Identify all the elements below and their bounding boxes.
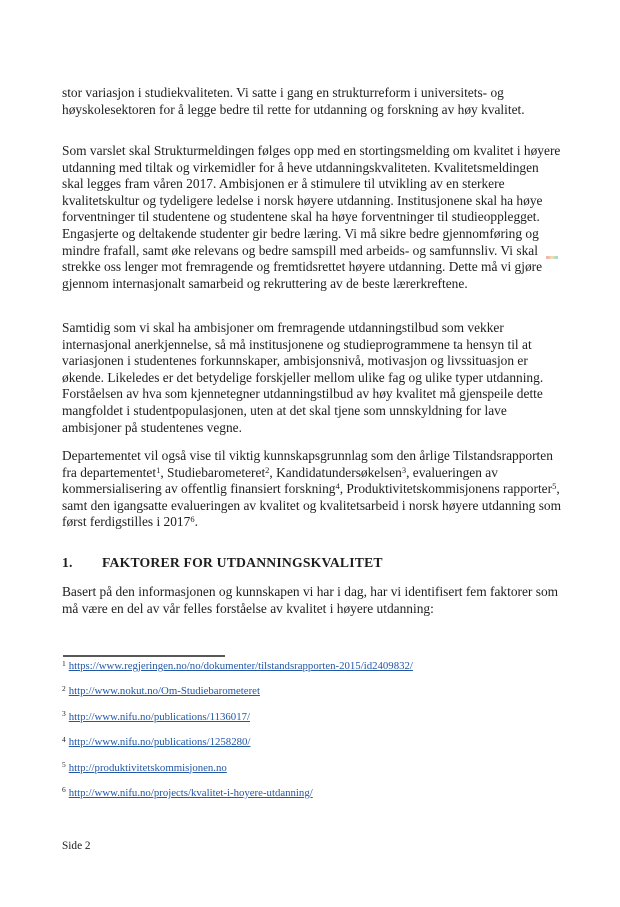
paragraph-kunnskapsgrunnlag: Departementet vil også vise til viktig kunnskapsgrunnlag som den årlige Tilstandsrapporten fra departementet$^1$, Studiebarometeret$^2$, Kandidatundersøkelsen$^3$, evalueringen av kommersialisering av offentlig finansiert forskning$^4$, Produktivitetskommisjonens rapporter$^5$, samt den igangsatte evalueringen av kvalitet og kvalitetsarbeid i norsk høyere utdanning som først ferdigstilles i 2017$^6$. (62, 448, 562, 530)
footnote-6 (62, 787, 582, 812)
footnote-link[interactable]: http://www.nokut.no/Om-Studiebarometeret (68, 685, 260, 698)
footnote-link[interactable]: http://www.nifu.no/publications/1258280/ (68, 736, 251, 749)
footnote-3 (62, 711, 582, 736)
page-number: Side 2 (62, 840, 91, 852)
paragraph-kvalitetsmelding: Som varslet skal Strukturmeldingen følges opp med en stortingsmelding om kvalitet i høyere utdanning med tiltak og virkemidler for å heve utdanningskvaliteten. Kvalitetsmeldingen skal legges fram våren 2017. Ambisjonen er å stimulere til utvikling av en sterkere kvalitetskultur og tydeligere ledelse i norsk høyere utdanning. Institusjonene skal ha høye forventninger til studentene og studentene skal ha høye forventninger til studieopplegget. Engasjerte og deltakende studenter gir bedre læring. Vi må sikre bedre gjennomføring og mindre frafall, samt øke relevans og bedre samspill med arbeids- og samfunnsliv. Vi skal strekke oss lenger mot fremragende og fremtidsrettet høyere utdanning. Dette må vi gjøre gjennom internasjonalt samarbeid og rekruttering av de beste lærerkreftene. (62, 143, 561, 291)
footnote-separator (63, 655, 225, 657)
footnote-marker: 4 (62, 734, 66, 744)
paragraph-faktorer: Basert på den informasjonen og kunnskapen vi har i dag, har vi identifisert fem faktorer som må være en del av vår felles forståelse av kvalitet i høyere utdanning: (62, 584, 559, 616)
footnote-5 (62, 762, 582, 787)
footnote-list (62, 660, 582, 812)
footnote-marker: 5 (62, 760, 66, 770)
footnote-marker: 6 (62, 785, 66, 795)
footnote-4 (62, 736, 582, 761)
section-heading-number: 1. (62, 555, 73, 570)
paragraph-studiekvalitet: stor variasjon i studiekvaliteten. Vi satte i gang en strukturreform i universitets- og høyskolesektoren for å legge bedre til rette for utdanning og forskning av høy kvalitet. (62, 85, 525, 117)
footnote-marker: 1 (62, 658, 66, 668)
footnote-link[interactable]: http://www.nifu.no/projects/kvalitet-i-hoyere-utdanning/ (68, 786, 313, 799)
footnote-link[interactable]: http://produktivitetskommisjonen.no (68, 761, 227, 774)
paragraph-ambisjoner: Samtidig som vi skal ha ambisjoner om fremragende utdanningstilbud som vekker internasjonal anerkjennelse, så må institusjonene og studieprogrammene ta hensyn til at variasjonen i studentenes forkunnskaper, ambisjonsnivå, motivasjon og livssituasjon er økende. Likeledes er det betydelige forskjeller mellom ulike fag og ulike typer utdanning. Forståelsen av hva som kjennetegner utdanningstilbud av høy kvalitet må gjenspeile dette mangfoldet i studentpopulasjonen, uten at det skal tjene som unnskyldning for lave ambisjoner på studentenes vegne. (62, 320, 544, 435)
section-heading-title: FAKTORER FOR UTDANNINGSKVALITET (102, 555, 383, 570)
section-heading (62, 555, 582, 572)
footnote-1 (62, 660, 582, 685)
footnote-marker: 2 (62, 683, 66, 693)
footnote-link[interactable]: https://www.regjeringen.no/no/dokumenter/tilstandsrapporten-2015/id2409832/ (68, 660, 413, 672)
footnote-2 (62, 685, 582, 710)
scan-artifact-mark (546, 256, 558, 259)
footnote-link[interactable]: http://www.nifu.no/publications/1136017/ (68, 710, 250, 723)
footnote-marker: 3 (62, 709, 66, 719)
